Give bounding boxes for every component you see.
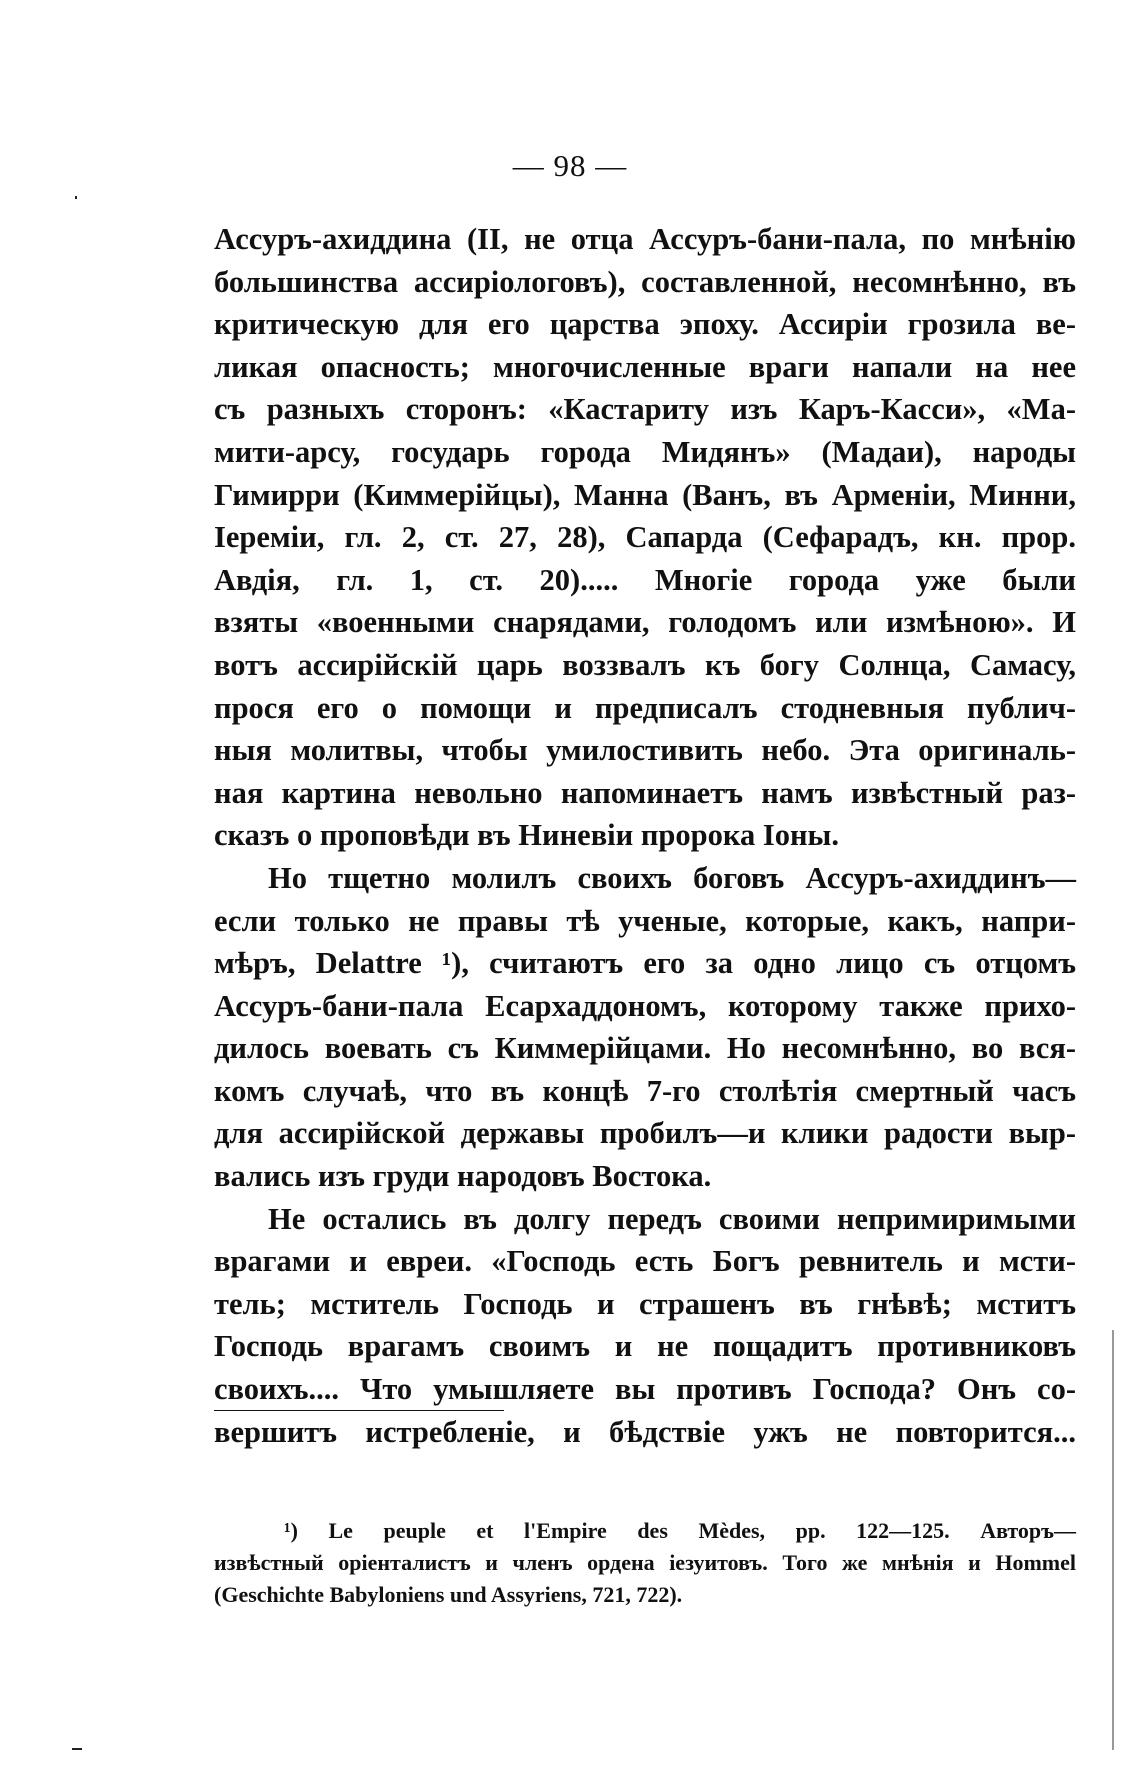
text-line: мѣръ, Delattre ¹), считаютъ его за одно лицо съ отцомъ	[214, 946, 1076, 981]
text-line: дилось воевать съ Киммерійцами. Но несомнѣнно, во вся-	[214, 1031, 1076, 1066]
text-line: для ассирійской державы пробилъ—и клики радости выр-	[214, 1116, 1076, 1151]
text-line: съ разныхъ сторонъ: «Кастариту изъ Каръ-Касси», «Ма-	[214, 392, 1076, 427]
page-number: — 98 —	[512, 148, 628, 183]
text-line: Но тщетно молилъ своихъ боговъ Ассуръ-ахиддинъ—	[268, 860, 1076, 895]
paragraph-2	[214, 857, 1076, 1198]
text-line: критическую для его царства эпоху. Ассиріи грозила ве-	[214, 307, 1076, 342]
text-line: вались изъ груди народовъ Востока.	[214, 1159, 712, 1194]
footnote-line: (Geschichte Babyloniens und Assyriens, 721, 722).	[214, 1582, 683, 1607]
paragraph-1	[214, 218, 1076, 857]
text-line: Господь врагамъ своимъ и не пощадитъ противниковъ	[214, 1329, 1076, 1364]
text-line: ная картина невольно напоминаетъ намъ извѣстный раз-	[214, 775, 1076, 810]
text-line: тель; мститель Господь и страшенъ въ гнѣвѣ; мститъ	[214, 1286, 1076, 1321]
scan-speck	[72, 1748, 82, 1750]
text-line: ликая опасность; многочисленные враги напали на нее	[214, 349, 1076, 384]
footnote-line: ¹) Le peuple et l'Empire des Mèdes, pp. 122—125. Авторъ—	[284, 1518, 1076, 1543]
footnote	[214, 1515, 1076, 1611]
text-line: комъ случаѣ, что въ концѣ 7-го столѣтія смертный часъ	[214, 1073, 1076, 1108]
text-line: прося его о помощи и предписалъ стодневныя публич-	[214, 690, 1076, 725]
paragraph-3	[214, 1198, 1076, 1454]
text-line: большинства ассиріологовъ), составленной, несомнѣнно, въ	[214, 264, 1076, 299]
text-line: врагами и евреи. «Господь есть Богъ ревнитель и мсти-	[214, 1244, 1076, 1279]
text-line: Авдія, гл. 1, ст. 20)..... Многіе города уже были	[214, 562, 1076, 597]
text-line: своихъ.... Что умышляете вы противъ Господа? Онъ со-	[214, 1372, 1076, 1407]
text-line: Ассуръ-бани-пала Есархаддономъ, которому также прихо-	[214, 988, 1076, 1023]
footnote-line: извѣстный оріенталистъ и членъ ордена іезуитовъ. Того же мнѣнія и Hommel	[214, 1550, 1076, 1575]
scan-edge-mark	[1112, 1330, 1114, 1750]
text-line: взяты «военными снарядами, голодомъ или измѣною». И	[214, 605, 1076, 640]
text-line: Ассуръ-ахиддина (II, не отца Ассуръ-бани-пала, по мнѣнію	[214, 222, 1076, 256]
text-line: если только не правы тѣ ученые, которые, какъ, напри-	[214, 903, 1076, 938]
text-line: ныя молитвы, чтобы умилостивить небо. Эта оригиналь-	[214, 733, 1076, 768]
text-line: Іереміи, гл. 2, ст. 27, 28), Сапарда (Сефарадъ, кн. прор.	[214, 520, 1076, 555]
footnote-divider	[214, 1410, 504, 1411]
scan-speck	[75, 196, 77, 199]
text-line: вершитъ истребленіе, и бѣдствіе ужъ не повторится...	[214, 1414, 1076, 1449]
text-line: вотъ ассирійскій царь воззвалъ къ богу Солнца, Самасу,	[214, 647, 1076, 682]
text-line: Гимирри (Киммерійцы), Манна (Ванъ, въ Арменіи, Минни,	[214, 477, 1076, 512]
body-text	[214, 218, 1076, 1453]
text-line: сказъ о проповѣди въ Ниневіи пророка Іоны.	[214, 818, 839, 853]
text-line: мити-арсу, государь города Мидянъ» (Мадаи), народы	[214, 434, 1076, 469]
text-line: Не остались въ долгу передъ своими непримиримыми	[268, 1201, 1076, 1236]
